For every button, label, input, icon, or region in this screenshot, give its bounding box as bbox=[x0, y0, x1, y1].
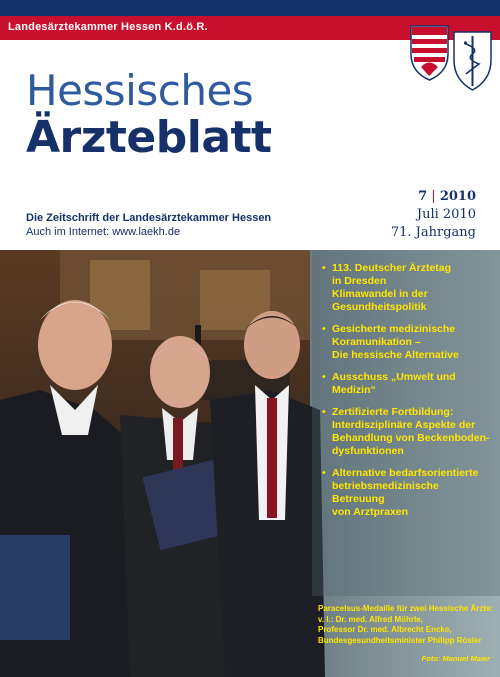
magazine-title-line1: Hessisches bbox=[26, 66, 254, 115]
bullet-icon: • bbox=[322, 467, 326, 479]
bullet-icon: • bbox=[322, 406, 326, 418]
magazine-title-line2: Ärzteblatt bbox=[26, 112, 272, 163]
headline-line: Gesundheitspolitik bbox=[332, 301, 427, 313]
headline-line: Ausschuss „Umwelt und Medizin“ bbox=[332, 371, 456, 396]
headline-line: 113. Deutscher Ärztetag bbox=[332, 262, 452, 274]
issue-volume: 71. Jahrgang bbox=[390, 225, 476, 240]
headline-line: in Dresden bbox=[332, 275, 387, 287]
tagline: Die Zeitschrift der Landesärztekammer Hessen bbox=[26, 212, 272, 224]
caption-line: v. l.: Dr. med. Alfred Möhrle, bbox=[318, 614, 423, 624]
photo-credit: Foto: Manuel Maier bbox=[421, 654, 490, 663]
headline-item[interactable] bbox=[322, 406, 494, 458]
headline-item[interactable] bbox=[322, 323, 494, 362]
headline-line: betriebsmedizinische Betreuung bbox=[332, 480, 439, 505]
headline-line: Zertifizierte Fortbildung: bbox=[332, 406, 454, 418]
headline-list bbox=[322, 262, 494, 528]
caption-line: Paracelsus-Medaille für zwei Hessische Ärzte: bbox=[318, 604, 494, 613]
caption-line: Bundesgesundheitsminister Philipp Rösler bbox=[318, 635, 482, 645]
caption-line: Professor Dr. med. Albrecht Encke, bbox=[318, 625, 452, 634]
headline-line: Gesicherte medizinische bbox=[332, 323, 456, 335]
headline-line: Klimawandel in der bbox=[332, 288, 428, 300]
chamber-name: Landesärztekammer Hessen K.d.ö.R. bbox=[8, 21, 208, 33]
headline-line: Interdisziplinäre Aspekte der bbox=[332, 419, 476, 431]
headline-line: Alternative bedarfsorientierte bbox=[332, 467, 479, 479]
bullet-icon: • bbox=[322, 371, 326, 383]
hessen-lion-shield-icon bbox=[411, 26, 448, 80]
top-navy-bar bbox=[0, 0, 500, 16]
issue-month-year: Juli 2010 bbox=[416, 207, 476, 222]
issue-separator: | bbox=[431, 189, 436, 204]
issue-number: 7 bbox=[418, 189, 428, 204]
headline-item[interactable] bbox=[322, 371, 494, 397]
issue-year: 2010 bbox=[439, 189, 476, 204]
aesculapian-staff-shield-icon bbox=[454, 32, 491, 90]
headline-item[interactable] bbox=[322, 467, 494, 519]
headline-line: dysfunktionen bbox=[332, 445, 404, 457]
photo-caption bbox=[318, 604, 496, 646]
headline-line: von Arztpraxen bbox=[332, 506, 409, 518]
hessen-crest-and-aesculapian-staff-icon bbox=[408, 22, 494, 94]
headline-line: Behandlung von Beckenboden- bbox=[332, 432, 490, 444]
issue-info bbox=[391, 188, 476, 242]
bullet-icon: • bbox=[322, 323, 326, 335]
headline-item[interactable] bbox=[322, 262, 494, 314]
headline-line: Die hessische Alternative bbox=[332, 349, 459, 361]
website-line: Auch im Internet: www.laekh.de bbox=[26, 226, 181, 238]
issue-number-row bbox=[391, 188, 476, 206]
headline-line: Koramunikation – bbox=[332, 336, 421, 348]
bullet-icon: • bbox=[322, 262, 326, 274]
